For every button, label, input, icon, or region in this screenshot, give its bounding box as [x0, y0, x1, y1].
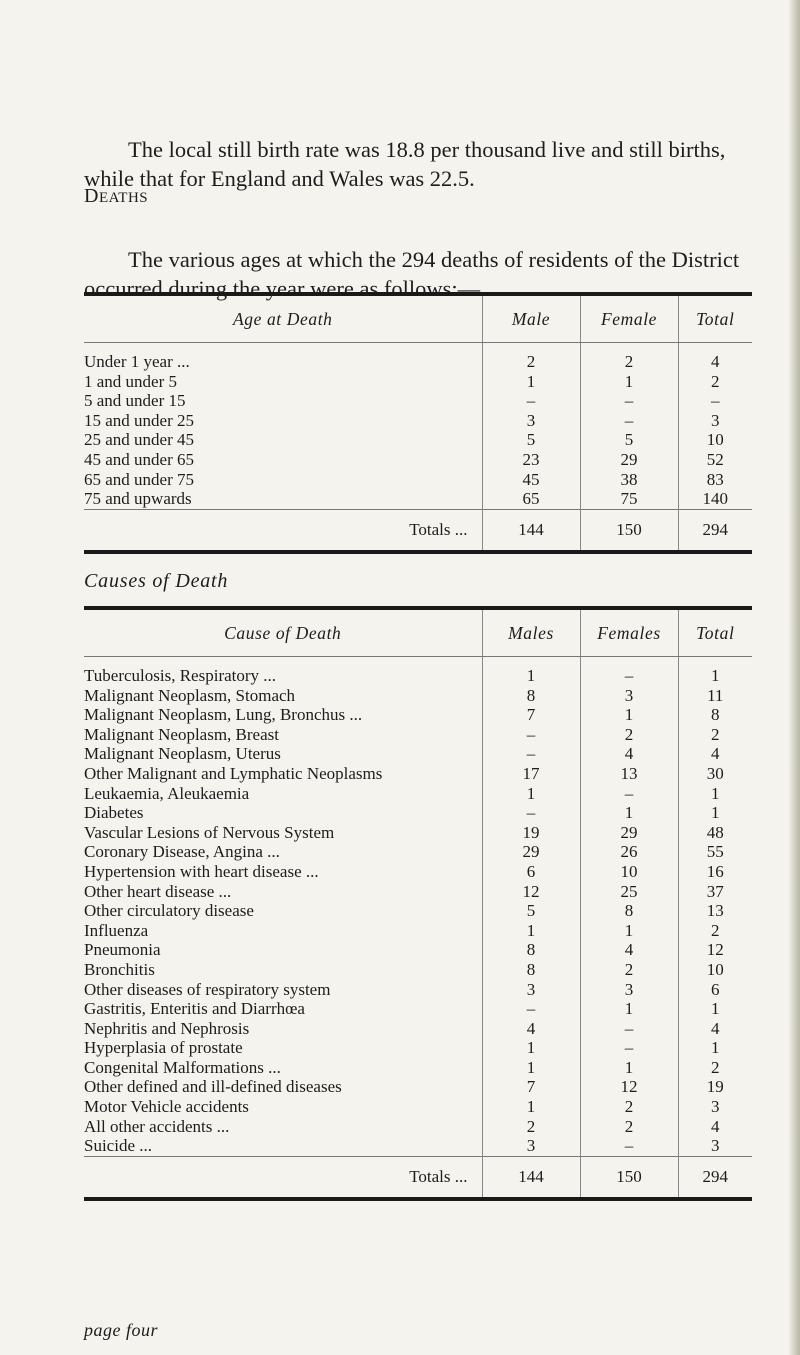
age-total-cell: 140 [678, 489, 752, 509]
age-row [84, 489, 752, 509]
cause-males-cell: 2 [482, 1117, 580, 1137]
cause-total-cell: 37 [678, 882, 752, 902]
age-female-cell: 75 [580, 489, 678, 509]
age-male-cell: 45 [482, 470, 580, 490]
cause-females-cell: 4 [580, 744, 678, 764]
age-male-cell: 3 [482, 411, 580, 431]
cause-total-cell: 1 [678, 784, 752, 804]
cause-total-cell: 16 [678, 862, 752, 882]
cause-total-cell: 4 [678, 1117, 752, 1137]
cause-females-cell: 10 [580, 862, 678, 882]
cause-row [84, 1058, 752, 1078]
cause-label-cell: Malignant Neoplasm, Stomach [84, 685, 296, 705]
age-total-cell: 52 [678, 450, 752, 470]
male-header: Male [482, 296, 580, 343]
cause-females-cell: 2 [580, 725, 678, 745]
age-label-cell: 45 and under 65 [84, 449, 195, 469]
age-label-cell: 75 and upwards [84, 489, 192, 509]
cause-total-cell: 3 [678, 1136, 752, 1156]
cause-label-cell: Malignant Neoplasm, Lung, Bronchus ... [84, 705, 363, 725]
cause-row [84, 862, 752, 882]
cause-total-cell: 2 [678, 921, 752, 941]
age-label-cell: 15 and under 25 [84, 410, 195, 430]
age-female-cell: 5 [580, 430, 678, 450]
age-row [84, 391, 752, 411]
age-label-cell: Under 1 year ... [84, 352, 190, 371]
cause-total-cell: 12 [678, 940, 752, 960]
cause-males-cell: – [482, 744, 580, 764]
age-female-cell: 2 [580, 352, 678, 372]
age-total-cell: 4 [678, 352, 752, 372]
cause-total-cell: 3 [678, 1097, 752, 1117]
cause-label-cell: Nephritis and Nephrosis [84, 1018, 250, 1038]
cause-females-cell: – [580, 1136, 678, 1156]
age-label-cell: 25 and under 45 [84, 430, 195, 450]
age-totals-label: Totals ... [84, 509, 482, 550]
cause-total-cell: 1 [678, 666, 752, 686]
cause-label-cell: Congenital Malformations ... [84, 1057, 281, 1077]
age-female-cell: 38 [580, 470, 678, 490]
cause-row [84, 744, 752, 764]
cause-label-cell: Motor Vehicle accidents [84, 1097, 249, 1117]
age-row [84, 411, 752, 431]
age-totals-row [84, 509, 752, 550]
cause-row [84, 921, 752, 941]
cause-males-cell: – [482, 999, 580, 1019]
cause-males-cell: 19 [482, 823, 580, 843]
cause-row [84, 882, 752, 902]
cause-males-cell: – [482, 803, 580, 823]
cause-males-cell: 29 [482, 842, 580, 862]
cause-males-cell: 1 [482, 1038, 580, 1058]
cause-males-cell: 7 [482, 705, 580, 725]
causes-of-death-table [84, 606, 752, 1201]
cause-females-cell: 1 [580, 705, 678, 725]
total-header: Total [678, 296, 752, 343]
cause-label-cell: Vascular Lesions of Nervous System [84, 822, 335, 842]
age-male-cell: – [482, 391, 580, 411]
cause-total-cell: 4 [678, 744, 752, 764]
cause-females-cell: – [580, 666, 678, 686]
cause-females-cell: 2 [580, 1117, 678, 1137]
cause-label-cell: Influenza [84, 920, 149, 940]
cause-total-cell: 48 [678, 823, 752, 843]
cause-females-cell: 2 [580, 1097, 678, 1117]
cause-label-cell: Malignant Neoplasm, Breast [84, 724, 279, 744]
age-totals-male: 144 [482, 509, 580, 550]
deaths-heading [84, 185, 148, 208]
cause-females-cell: 2 [580, 960, 678, 980]
age-row [84, 430, 752, 450]
cause-males-cell: 1 [482, 921, 580, 941]
females-header: Females [580, 610, 678, 657]
age-label-cell: 5 and under 15 [84, 391, 186, 411]
cause-label-cell: Other Malignant and Lymphatic Neoplasms [84, 763, 383, 783]
age-total-cell: 3 [678, 411, 752, 431]
cause-males-cell: 17 [482, 764, 580, 784]
age-total-cell: 83 [678, 470, 752, 490]
age-total-cell: 10 [678, 430, 752, 450]
age-female-cell: 29 [580, 450, 678, 470]
cause-males-cell: 3 [482, 980, 580, 1000]
female-header: Female [580, 296, 678, 343]
cause-label-cell: Other diseases of respiratory system [84, 979, 331, 999]
still-birth-paragraph: The local still birth rate was 18.8 per thousand live and still births, while that for England and Wales was 22.5. [84, 136, 726, 191]
cause-total-cell: 2 [678, 1058, 752, 1078]
cause-total-cell: 11 [678, 686, 752, 706]
age-totals-female: 150 [580, 509, 678, 550]
cause-label-cell: Hyperplasia of prostate [84, 1038, 243, 1058]
deaths-heading-text: DEATHS [84, 185, 149, 207]
cause-total-cell: 4 [678, 1019, 752, 1039]
causes-totals-males: 144 [482, 1156, 580, 1197]
cause-females-cell: 29 [580, 823, 678, 843]
cause-header: Cause of Death [84, 610, 482, 657]
age-row [84, 450, 752, 470]
age-female-cell: – [580, 411, 678, 431]
cause-total-cell: 30 [678, 764, 752, 784]
age-total-cell: 2 [678, 372, 752, 392]
cause-label-cell: Suicide ... [84, 1136, 152, 1156]
cause-total-cell: 1 [678, 999, 752, 1019]
cause-males-cell: 7 [482, 1077, 580, 1097]
age-female-cell: 1 [580, 372, 678, 392]
cause-row [84, 1136, 752, 1156]
cause-label-cell: Gastritis, Enteritis and Diarrhœa [84, 999, 305, 1019]
cause-males-cell: 8 [482, 686, 580, 706]
cause-males-cell: 3 [482, 1136, 580, 1156]
cause-total-cell: 8 [678, 705, 752, 725]
cause-females-cell: 1 [580, 921, 678, 941]
cause-row [84, 803, 752, 823]
causes-table-body [84, 657, 752, 1157]
cause-males-cell: 12 [482, 882, 580, 902]
cause-total-cell: 1 [678, 803, 752, 823]
age-female-cell: – [580, 391, 678, 411]
cause-label-cell: Pneumonia [84, 940, 161, 960]
cause-row [84, 725, 752, 745]
cause-total-header: Total [678, 610, 752, 657]
males-header: Males [482, 610, 580, 657]
cause-row [84, 999, 752, 1019]
cause-total-cell: 6 [678, 980, 752, 1000]
cause-label-cell: All other accidents ... [84, 1116, 230, 1136]
age-table-body [84, 343, 752, 510]
age-totals-total: 294 [678, 509, 752, 550]
cause-total-cell: 1 [678, 1038, 752, 1058]
cause-row [84, 1077, 752, 1097]
causes-totals-females: 150 [580, 1156, 678, 1197]
cause-total-cell: 13 [678, 901, 752, 921]
cause-row [84, 960, 752, 980]
cause-label-cell: Other circulatory disease [84, 901, 254, 921]
cause-row [84, 1117, 752, 1137]
cause-females-cell: 25 [580, 882, 678, 902]
page-number-footer: page four [84, 1320, 158, 1340]
causes-totals-label: Totals ... [84, 1156, 482, 1197]
cause-label-cell: Coronary Disease, Angina ... [84, 842, 280, 862]
cause-females-cell: 12 [580, 1077, 678, 1097]
cause-label-cell: Leukaemia, Aleukaemia [84, 783, 250, 803]
age-header: Age at Death [84, 296, 482, 343]
cause-label-cell: Other heart disease ... [84, 881, 232, 901]
cause-row [84, 764, 752, 784]
cause-females-cell: 1 [580, 1058, 678, 1078]
cause-label-cell: Malignant Neoplasm, Uterus [84, 744, 281, 764]
cause-total-cell: 19 [678, 1077, 752, 1097]
cause-males-cell: 1 [482, 1058, 580, 1078]
cause-females-cell: 3 [580, 980, 678, 1000]
deaths-paragraph: The various ages at which the 294 deaths of residents of the District occurred during the year were as follows:— [84, 246, 740, 301]
age-label-cell: 1 and under 5 [84, 371, 178, 391]
cause-males-cell: – [482, 725, 580, 745]
age-male-cell: 2 [482, 352, 580, 372]
cause-females-cell: – [580, 784, 678, 804]
cause-row [84, 842, 752, 862]
causes-totals-row [84, 1156, 752, 1197]
age-label-cell: 65 and under 75 [84, 469, 195, 489]
cause-row [84, 784, 752, 804]
cause-females-cell: 4 [580, 940, 678, 960]
cause-females-cell: 3 [580, 686, 678, 706]
age-row [84, 372, 752, 392]
cause-males-cell: 8 [482, 960, 580, 980]
cause-males-cell: 1 [482, 784, 580, 804]
cause-females-cell: 1 [580, 999, 678, 1019]
cause-total-cell: 10 [678, 960, 752, 980]
cause-males-cell: 5 [482, 901, 580, 921]
cause-label-cell: Hypertension with heart disease ... [84, 861, 319, 881]
cause-females-cell: 8 [580, 901, 678, 921]
cause-label-cell: Tuberculosis, Respiratory ... [84, 666, 277, 685]
causes-caption: Causes of Death [84, 570, 229, 592]
cause-males-cell: 1 [482, 666, 580, 686]
causes-totals-total: 294 [678, 1156, 752, 1197]
cause-row [84, 823, 752, 843]
age-row [84, 470, 752, 490]
cause-row [84, 1038, 752, 1058]
cause-row [84, 686, 752, 706]
age-male-cell: 23 [482, 450, 580, 470]
cause-females-cell: 26 [580, 842, 678, 862]
cause-males-cell: 8 [482, 940, 580, 960]
cause-row [84, 666, 752, 686]
cause-total-cell: 2 [678, 725, 752, 745]
cause-females-cell: – [580, 1019, 678, 1039]
cause-row [84, 940, 752, 960]
cause-label-cell: Other defined and ill-defined diseases [84, 1077, 342, 1097]
page-edge-shadow [788, 0, 800, 1355]
cause-row [84, 1019, 752, 1039]
cause-row [84, 901, 752, 921]
age-male-cell: 1 [482, 372, 580, 392]
cause-row [84, 705, 752, 725]
cause-label-cell: Bronchitis [84, 959, 155, 979]
cause-row [84, 1097, 752, 1117]
cause-females-cell: 1 [580, 803, 678, 823]
cause-total-cell: 55 [678, 842, 752, 862]
age-at-death-table [84, 292, 752, 554]
cause-label-cell: Diabetes [84, 803, 144, 823]
age-male-cell: 65 [482, 489, 580, 509]
age-total-cell: – [678, 391, 752, 411]
cause-males-cell: 1 [482, 1097, 580, 1117]
cause-males-cell: 6 [482, 862, 580, 882]
cause-males-cell: 4 [482, 1019, 580, 1039]
cause-row [84, 980, 752, 1000]
age-male-cell: 5 [482, 430, 580, 450]
cause-females-cell: – [580, 1038, 678, 1058]
age-row [84, 352, 752, 372]
cause-females-cell: 13 [580, 764, 678, 784]
